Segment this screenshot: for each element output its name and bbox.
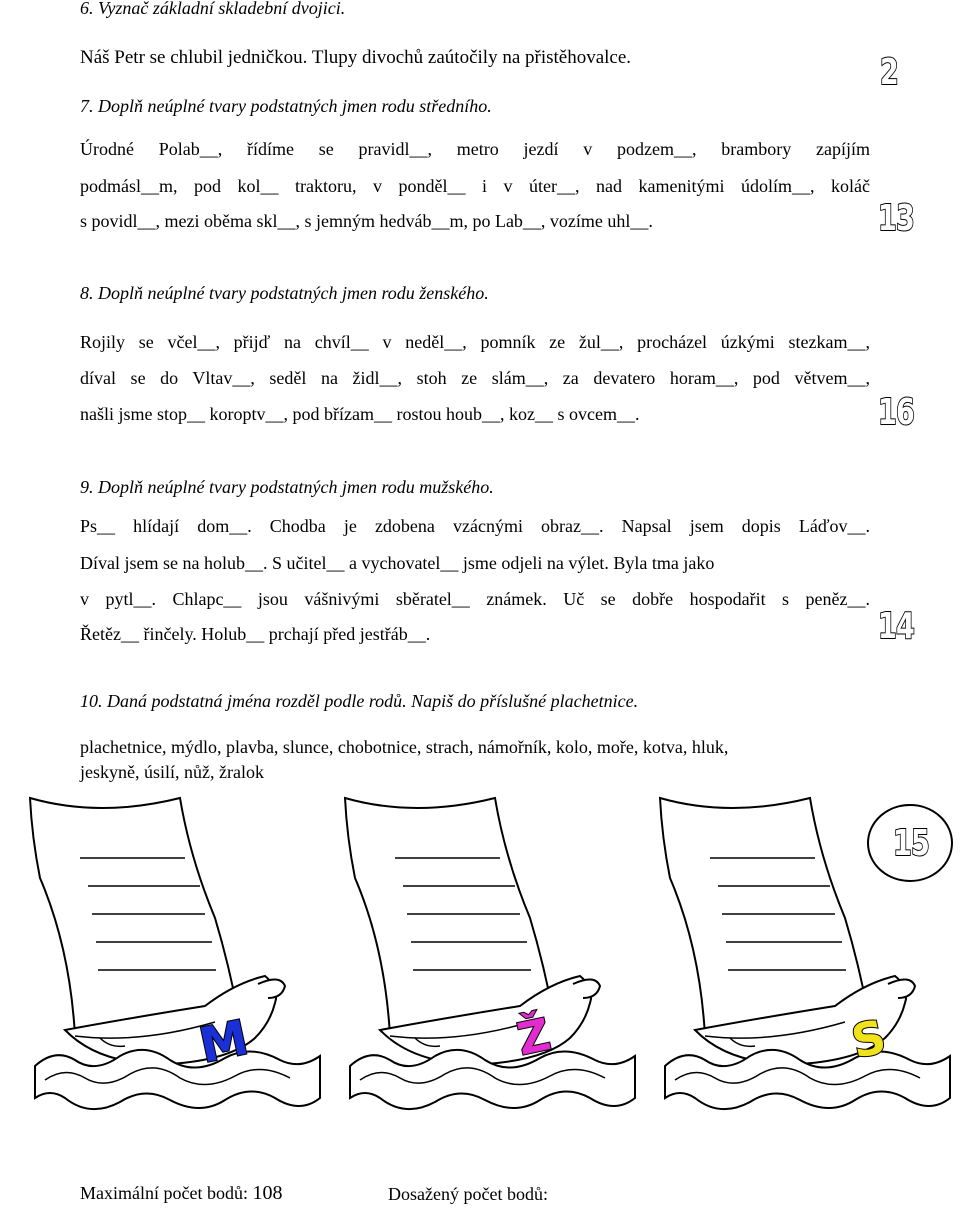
max-points — [80, 1182, 282, 1205]
boat-masculine — [30, 798, 320, 1109]
task10-score: 15 — [893, 823, 930, 864]
task8-line-2: díval se do Vltav__, seděl na židl__, stoh ze slám__, za devatero horam__, pod větvem__, — [80, 368, 870, 388]
boat-letter-m: M — [194, 1009, 254, 1075]
achieved-points-label: Dosažený počet bodů: — [388, 1184, 548, 1204]
task8-score: 16 — [878, 392, 915, 433]
boat-letter-s: S — [846, 1009, 891, 1069]
task9-line-4: Řetěz__ řinčely. Holub__ prchají před jestřáb__. — [80, 624, 431, 644]
task10-heading: 10. Daná podstatná jména rozděl podle rodů. Napiš do příslušné plachetnice. — [80, 691, 639, 711]
task9-line-1: Ps__ hlídají dom__. Chodba je zdobena vzácnými obraz__. Napsal jsem dopis Láďov__. — [80, 516, 870, 536]
boat-feminine — [345, 798, 635, 1109]
task8-line-3: našli jsme stop__ koroptv__, pod břízam__ rostou houb__, koz__ s ovcem__. — [80, 404, 640, 424]
task10-words-line-2: jeskyně, úsilí, nůž, žralok — [80, 762, 264, 782]
task8-line-1: Rojily se včel__, přijď na chvíl__ v neděl__, pomník ze žul__, procházel úzkými stezkam__, — [80, 332, 870, 352]
task9-line-3: v pytl__. Chlapc__ jsou vášnivými sběratel__ známek. Uč se dobře hospodařit s peněz__. — [80, 589, 870, 609]
task7-heading: 7. Doplň neúplné tvary podstatných jmen rodu středního. — [80, 96, 492, 116]
task7-line-3: s povidl__, mezi oběma skl__, s jemným hedváb__m, po Lab__, vozíme uhl__. — [80, 211, 653, 231]
boat-letter-z: Ž — [513, 1009, 555, 1066]
max-points-label: Maximální počet bodů: — [80, 1183, 248, 1203]
task9-score: 14 — [878, 606, 915, 647]
task9-line-2: Díval jsem se na holub__. S učitel__ a vychovatel__ jsme odjeli na výlet. Byla tma jako — [80, 553, 715, 573]
task7-line-2: podmásl__m, pod kol__ traktoru, v ponděl__ i v úter__, nad kamenitými údolím__, koláč — [80, 176, 870, 196]
task9-heading: 9. Doplň neúplné tvary podstatných jmen rodu mužského. — [80, 477, 494, 497]
task7-score: 13 — [878, 198, 915, 239]
max-points-value: 108 — [252, 1182, 283, 1204]
task6-score: 2 — [880, 52, 899, 93]
task6-heading: 6. Vyznač základní skladební dvojici. — [80, 0, 346, 18]
task10-words-line-1: plachetnice, mýdlo, plavba, slunce, chobotnice, strach, námořník, kolo, moře, kotva, hluk, — [80, 737, 729, 757]
task7-line-1: Úrodné Polab__, řídíme se pravidl__, metro jezdí v podzem__, brambory zapíjím — [80, 139, 870, 159]
task6-sentence: Náš Petr se chlubil jedničkou. Tlupy divochů zaútočily na přistěhovalce. — [80, 47, 632, 68]
task8-heading: 8. Doplň neúplné tvary podstatných jmen rodu ženského. — [80, 283, 489, 303]
